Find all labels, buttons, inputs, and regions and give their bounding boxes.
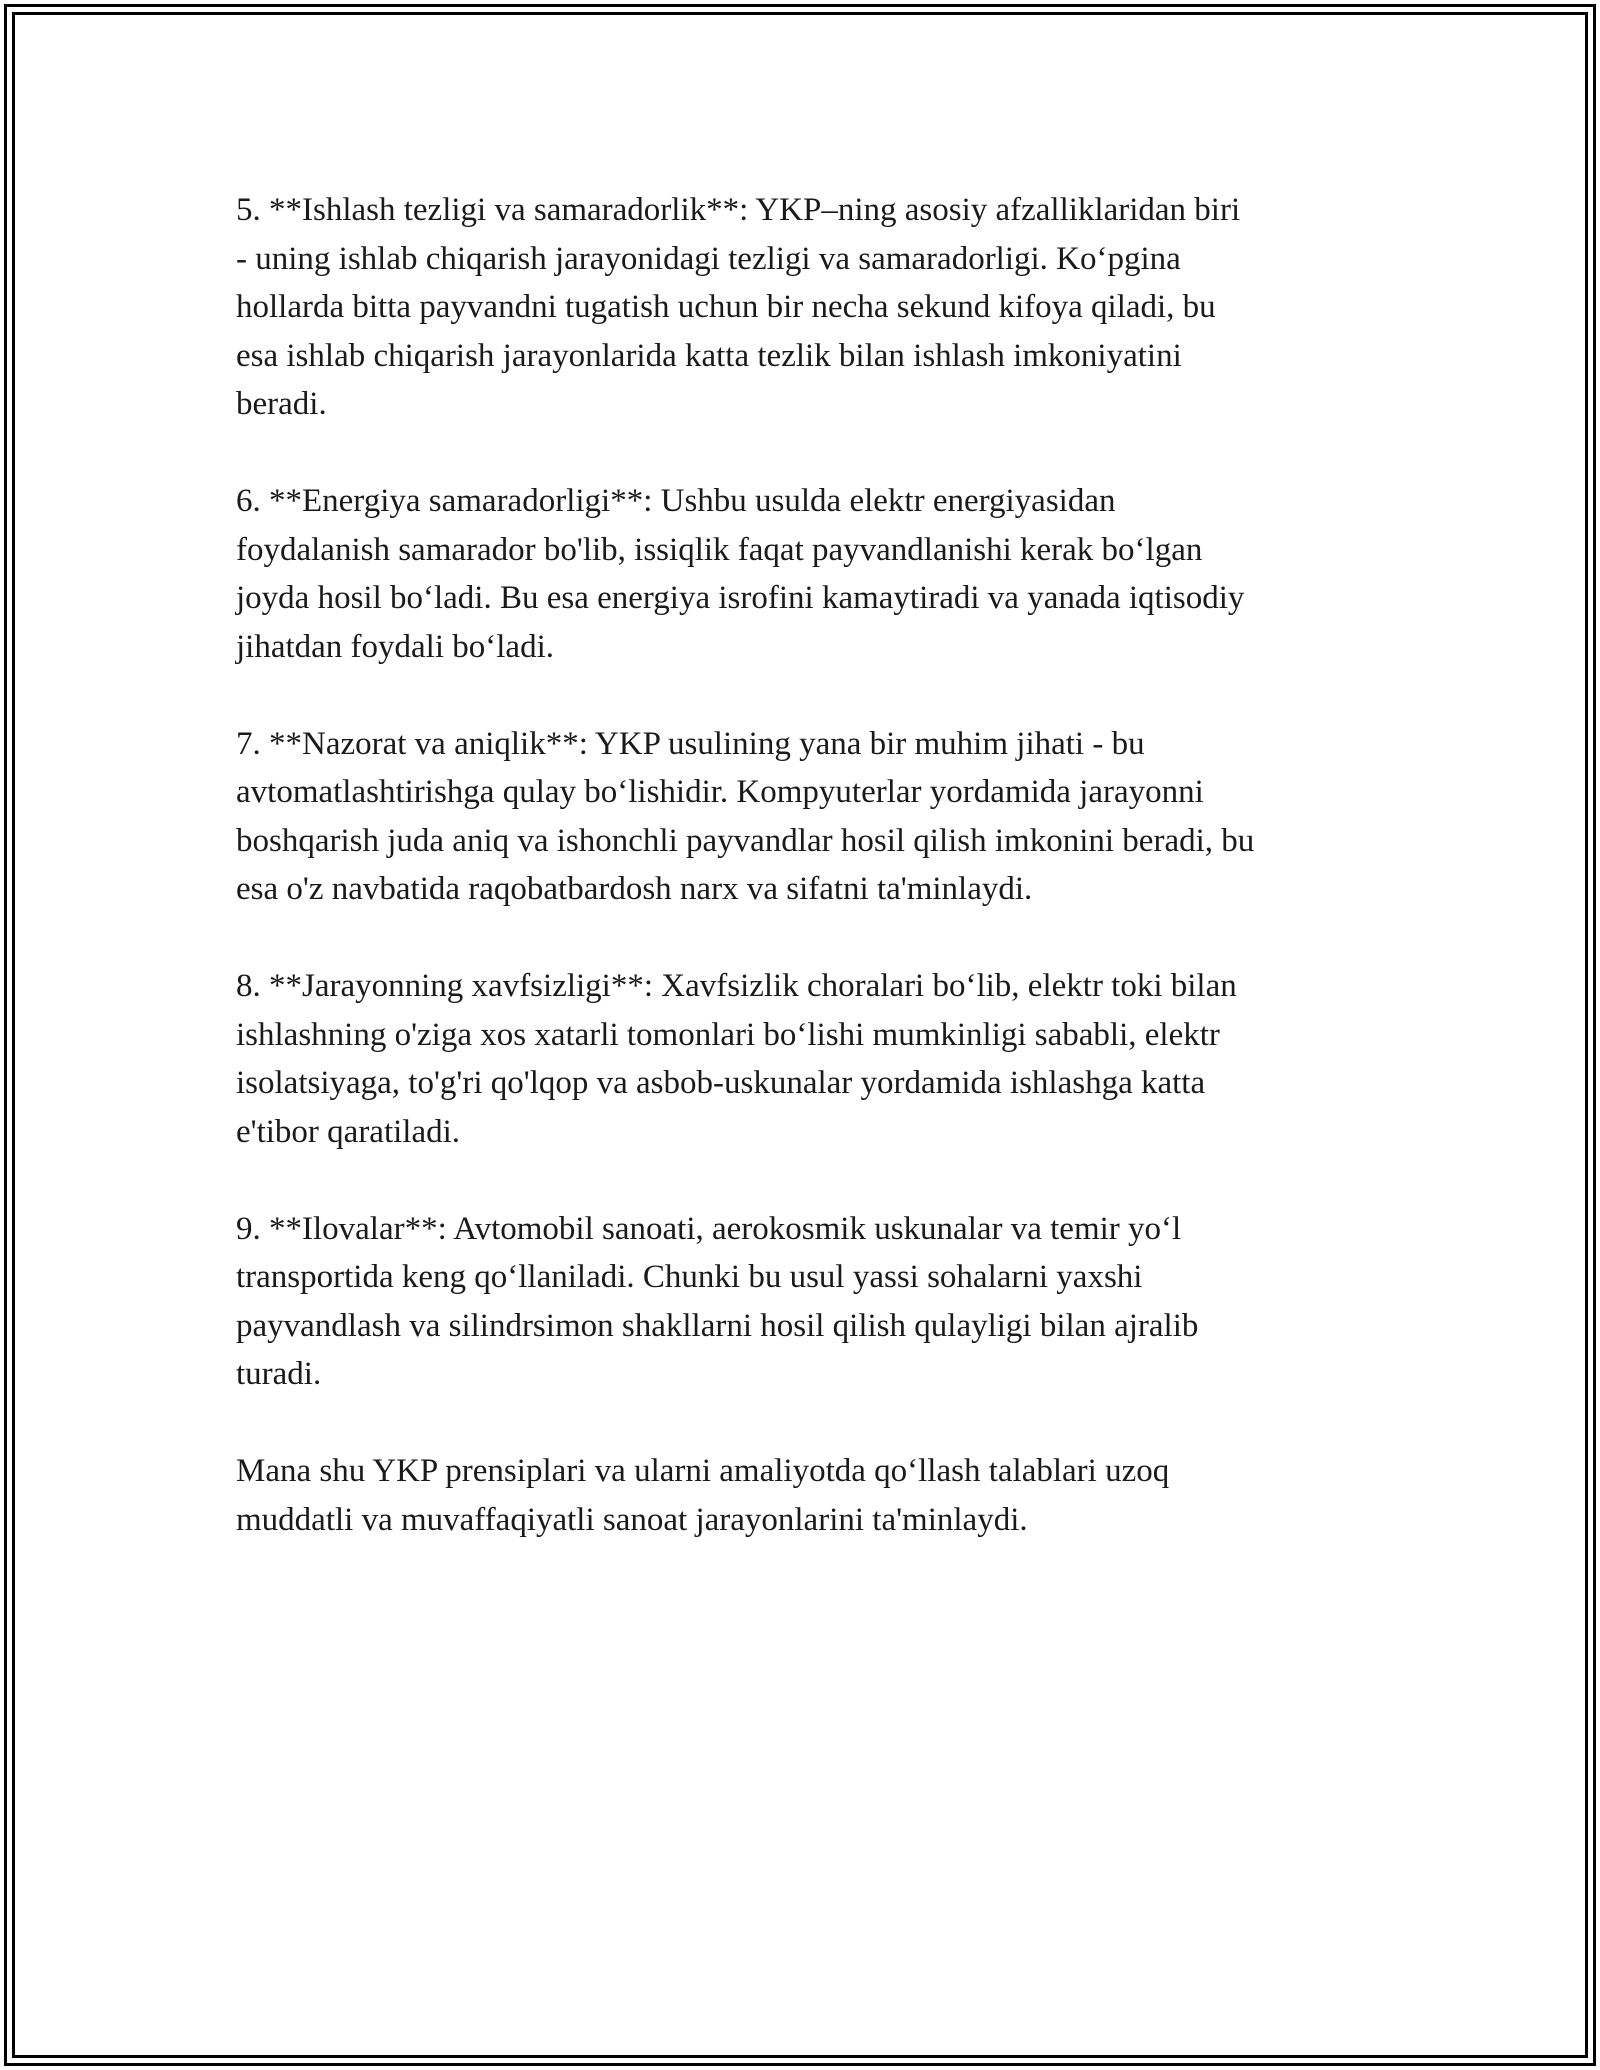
paragraph-item-8: 8. **Jarayonning xavfsizligi**: Xavfsizlik choralari boʻlib, elektr toki bilan ishlashning o'ziga xos xatarli tomonlari boʻlishi mumkinligi sababli, elektr isolatsiyaga, to'g'ri qo'lqop va asbob-uskunalar yordamida ishlashga katta e'tibor qaratiladi.	[236, 968, 1237, 1150]
paragraph-item-7: 7. **Nazorat va aniqlik**: YKP usulining yana bir muhim jihati - bu avtomatlashtirishga qulay boʻlishidir. Kompyuterlar yordamida jarayonni boshqarish juda aniq va ishonchli payvandlar hosil qilish imkonini beradi, bu esa o'z navbatida raqobatbardosh narx va sifatni ta'minlaydi.	[236, 725, 1255, 907]
paragraph-item-6: 6. **Energiya samaradorligi**: Ushbu usulda elektr energiyasidan foydalanish samarador bo'lib, issiqlik faqat payvandlanishi kerak boʻlgan joyda hosil boʻladi. Bu esa energiya isrofini kamaytiradi va yanada iqtisodiy jihatdan foydali boʻladi.	[236, 483, 1245, 665]
document-body	[236, 186, 1386, 1593]
paragraph-item-9: 9. **Ilovalar**: Avtomobil sanoati, aerokosmik uskunalar va temir yoʻl transportida keng qoʻllaniladi. Chunki bu usul yassi sohalarni yaxshi payvandlash va silindrsimon shakllarni hosil qilish qulayligi bilan ajralib turadi.	[236, 1210, 1199, 1392]
paragraph-conclusion: Mana shu YKP prensiplari va ularni amaliyotda qoʻllash talablari uzoq muddatli va muvaffaqiyatli sanoat jarayonlarini ta'minlaydi.	[236, 1453, 1170, 1538]
paragraph-item-5: 5. **Ishlash tezligi va samaradorlik**: YKP–ning asosiy afzalliklaridan biri - uning ishlab chiqarish jarayonidagi tezligi va samaradorligi. Koʻpgina hollarda bitta payvandni tugatish uchun bir necha sekund kifoya qiladi, bu esa ishlab chiqarish jarayonlarida katta tezlik bilan ishlash imkoniyatini beradi.	[236, 192, 1241, 422]
